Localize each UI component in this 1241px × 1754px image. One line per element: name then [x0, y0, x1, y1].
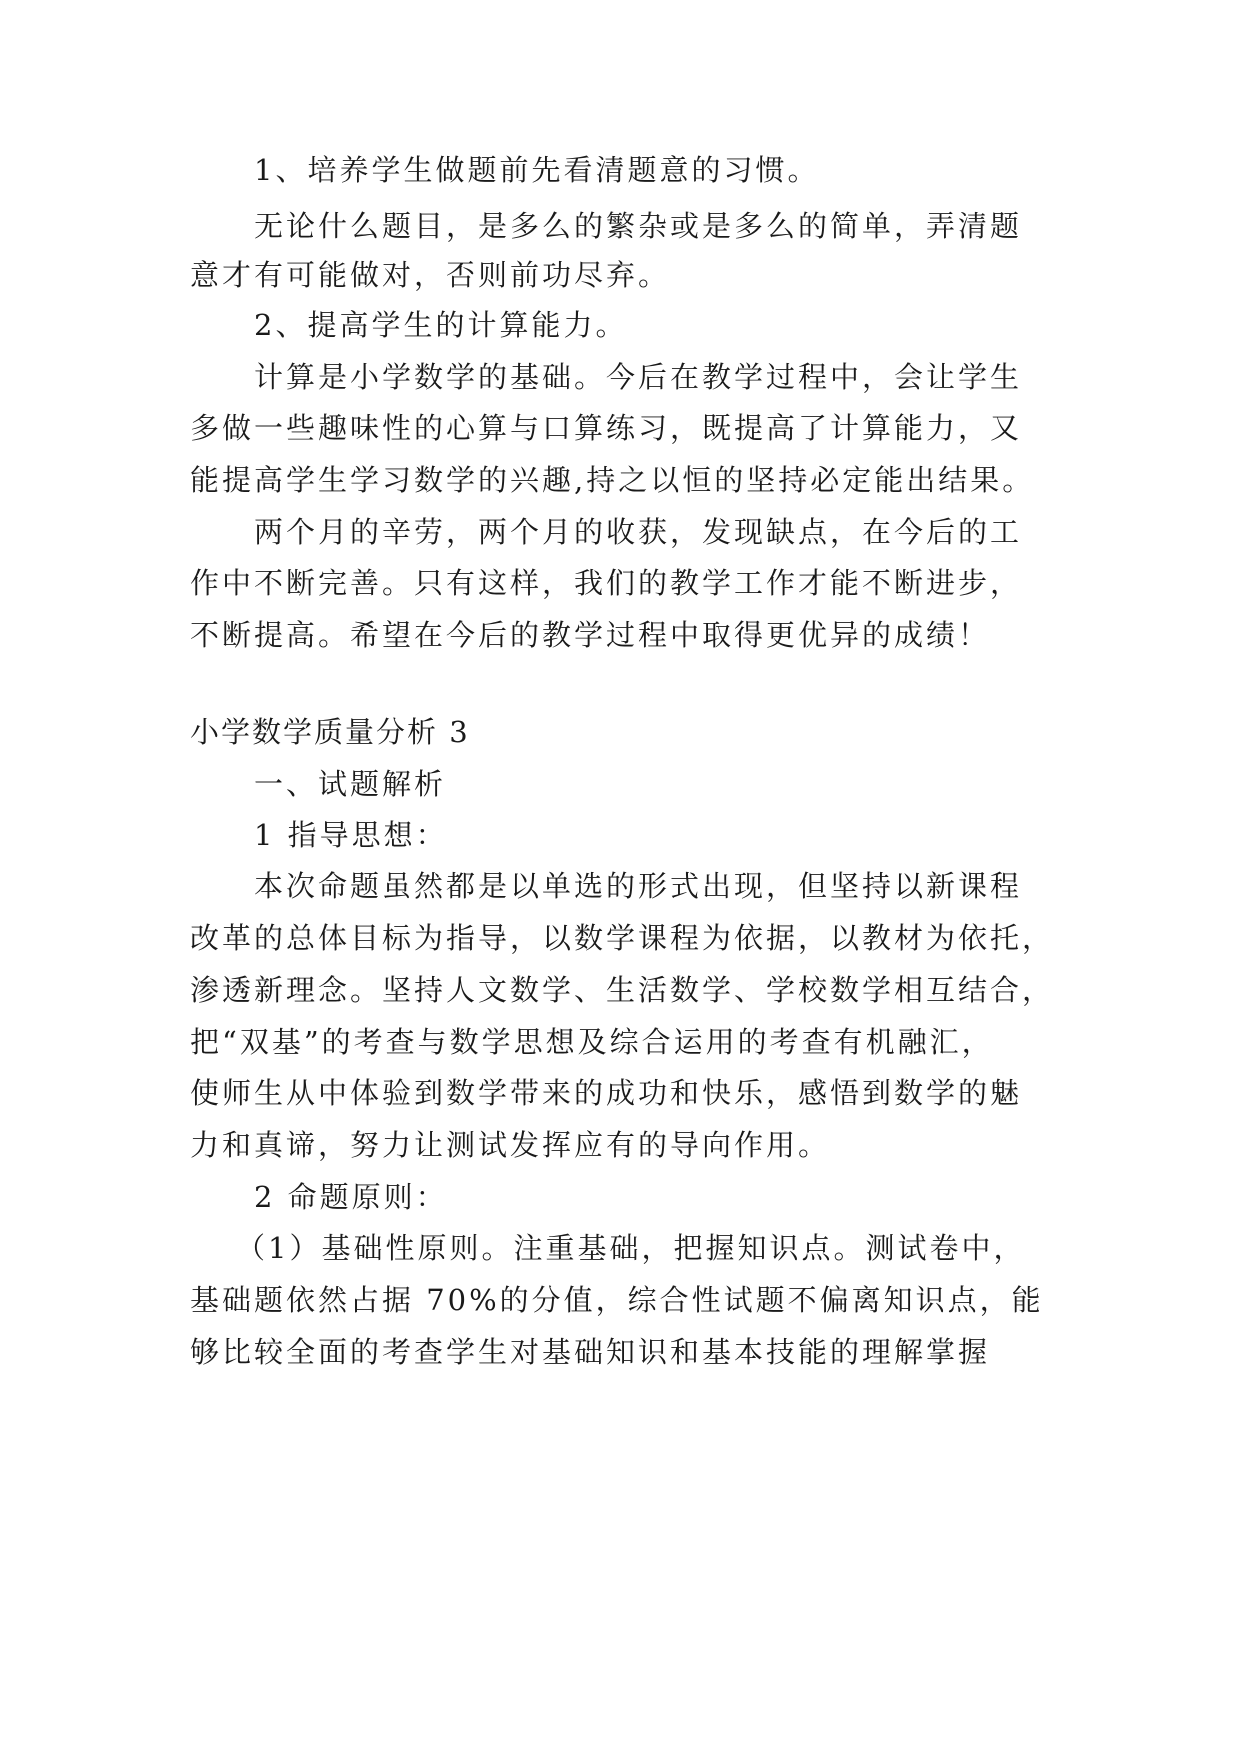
item-2-body-line: 多做一些趣味性的心算与口算练习，既提高了计算能力，又 [190, 411, 1023, 445]
item-1-body-line: 无论什么题目，是多么的繁杂或是多么的简单，弄清题 [254, 209, 1023, 243]
subsection-body-line: 把“双基”的考查与数学思想及综合运用的考查有机融汇， [190, 1025, 994, 1059]
closing-paragraph-line: 两个月的辛劳，两个月的收获，发现缺点，在今后的工 [254, 515, 1023, 549]
subsection-body-line: 够比较全面的考查学生对基础知识和基本技能的理解掌握 [190, 1335, 991, 1369]
closing-paragraph-line: 作中不断完善。只有这样，我们的教学工作才能不断进步， [190, 566, 1023, 600]
part-heading: 一、试题解析 [254, 767, 447, 801]
section-title: 小学数学质量分析 3 [190, 715, 470, 749]
subsection-body-line: （1）基础性原则。注重基础，把握知识点。测试卷中， [236, 1231, 1026, 1265]
subsection-body-line: 使师生从中体验到数学带来的成功和快乐，感悟到数学的魅 [190, 1076, 1023, 1110]
item-1-title: 1、培养学生做题前先看清题意的习惯。 [254, 153, 820, 187]
subsection-body-line: 改革的总体目标为指导，以数学课程为依据，以教材为依托， [190, 921, 1055, 955]
subsection-title: 1 指导思想： [254, 818, 448, 852]
subsection-body-line: 力和真谛，努力让测试发挥应有的导向作用。 [190, 1128, 831, 1162]
item-2-body-line: 计算是小学数学的基础。今后在教学过程中，会让学生 [254, 360, 1023, 394]
item-2-title: 2、提高学生的计算能力。 [254, 308, 628, 342]
item-2-body-line: 能提高学生学习数学的兴趣,持之以恒的坚持必定能出结果。 [190, 463, 1035, 497]
subsection-body-line: 基础题依然占据 70%的分值，综合性试题不偏离知识点，能 [190, 1283, 1044, 1317]
closing-paragraph-line: 不断提高。希望在今后的教学过程中取得更优异的成绩！ [190, 618, 991, 652]
item-1-body-line: 意才有可能做对，否则前功尽弃。 [190, 258, 671, 292]
subsection-body-line: 本次命题虽然都是以单选的形式出现，但坚持以新课程 [254, 869, 1023, 903]
subsection-body-line: 渗透新理念。坚持人文数学、生活数学、学校数学相互结合， [190, 973, 1055, 1007]
subsection-title: 2 命题原则： [254, 1180, 448, 1214]
